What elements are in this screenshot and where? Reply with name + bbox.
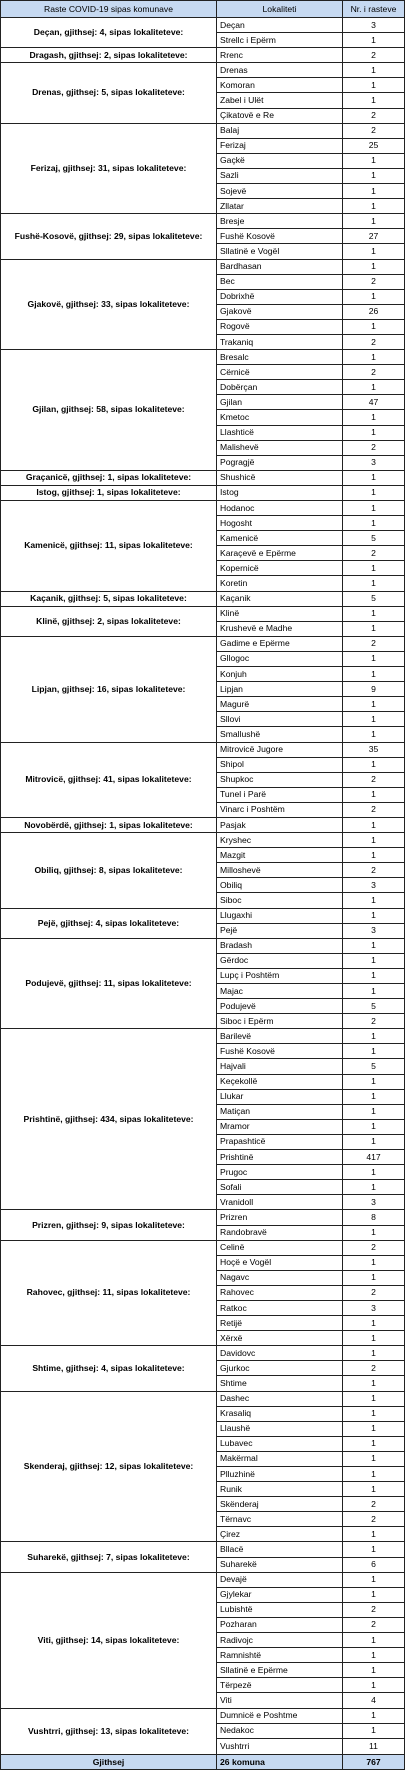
table-row: [1, 259, 405, 274]
cases-cell: 2: [343, 440, 405, 455]
cases-cell: 35: [343, 742, 405, 757]
cases-cell: 1: [343, 1316, 405, 1331]
locality-cell: Bllacë: [217, 1542, 343, 1557]
locality-cell: Gjurkoc: [217, 1361, 343, 1376]
table-body: [1, 18, 405, 1755]
locality-cell: Balaj: [217, 123, 343, 138]
locality-cell: Tërnavc: [217, 1512, 343, 1527]
locality-cell: Hajvali: [217, 1059, 343, 1074]
cases-cell: 1: [343, 621, 405, 636]
municipality-cell: Istog, gjithsej: 1, sipas lokaliteteve:: [1, 485, 217, 500]
cases-cell: 2: [343, 334, 405, 349]
locality-cell: Prishtinë: [217, 1150, 343, 1165]
cases-cell: 1: [343, 1074, 405, 1089]
cases-cell: 5: [343, 531, 405, 546]
cases-cell: 1: [343, 1376, 405, 1391]
table-row: [1, 1391, 405, 1406]
locality-cell: Kmetoc: [217, 410, 343, 425]
cases-cell: 1: [343, 1467, 405, 1482]
cases-cell: 1: [343, 833, 405, 848]
cases-cell: 1: [343, 244, 405, 259]
locality-cell: Vinarc i Poshtëm: [217, 802, 343, 817]
table-row: [1, 817, 405, 832]
locality-cell: Bardhasan: [217, 259, 343, 274]
cases-cell: 1: [343, 93, 405, 108]
cases-cell: 1: [343, 968, 405, 983]
municipality-cell: Prizren, gjithsej: 9, sipas lokaliteteve:: [1, 1210, 217, 1240]
locality-cell: Bresje: [217, 214, 343, 229]
locality-cell: Krasaliq: [217, 1406, 343, 1421]
cases-cell: 5: [343, 999, 405, 1014]
cases-cell: 1: [343, 214, 405, 229]
cases-cell: 1: [343, 350, 405, 365]
cases-cell: 417: [343, 1150, 405, 1165]
cases-cell: 1: [343, 1572, 405, 1587]
table-row: [1, 1708, 405, 1723]
locality-cell: Zabel i Ulët: [217, 93, 343, 108]
cases-cell: 1: [343, 1527, 405, 1542]
locality-cell: Bec: [217, 274, 343, 289]
table-row: [1, 1029, 405, 1044]
locality-cell: Milloshevë: [217, 863, 343, 878]
locality-cell: Gjilan: [217, 395, 343, 410]
locality-cell: Komoran: [217, 78, 343, 93]
cases-cell: 1: [343, 1663, 405, 1678]
locality-cell: Kopernicë: [217, 561, 343, 576]
cases-cell: 1: [343, 893, 405, 908]
municipality-cell: Obiliq, gjithsej: 8, sipas lokaliteteve:: [1, 833, 217, 908]
table-row: [1, 591, 405, 606]
locality-cell: Koretin: [217, 576, 343, 591]
locality-cell: Drenas: [217, 63, 343, 78]
locality-cell: Fushë Kosovë: [217, 229, 343, 244]
locality-cell: Dobrixhë: [217, 289, 343, 304]
cases-cell: 2: [343, 1014, 405, 1029]
locality-cell: Keçekollë: [217, 1074, 343, 1089]
cases-cell: 1: [343, 1708, 405, 1723]
cases-cell: 1: [343, 410, 405, 425]
cases-cell: 3: [343, 923, 405, 938]
cases-cell: 1: [343, 485, 405, 500]
cases-cell: 1: [343, 576, 405, 591]
locality-cell: Lipjan: [217, 682, 343, 697]
locality-cell: Plluzhinë: [217, 1467, 343, 1482]
municipality-cell: Pejë, gjithsej: 4, sipas lokaliteteve:: [1, 908, 217, 938]
table-row: [1, 938, 405, 953]
locality-cell: Dobërçan: [217, 380, 343, 395]
cases-cell: 1: [343, 817, 405, 832]
municipality-cell: Kamenicë, gjithsej: 11, sipas lokaliteteve:: [1, 501, 217, 592]
cases-cell: 1: [343, 1346, 405, 1361]
locality-cell: Shupkoc: [217, 772, 343, 787]
cases-cell: 1: [343, 606, 405, 621]
municipality-cell: Suharekë, gjithsej: 7, sipas lokaliteteve:: [1, 1542, 217, 1572]
cases-cell: 2: [343, 1602, 405, 1617]
locality-cell: Karaçevë e Epërme: [217, 546, 343, 561]
cases-cell: 2: [343, 1497, 405, 1512]
locality-cell: Tërpezë: [217, 1678, 343, 1693]
locality-cell: Devajë: [217, 1572, 343, 1587]
cases-cell: 9: [343, 682, 405, 697]
locality-cell: Kaçanik: [217, 591, 343, 606]
total-label: Gjithsej: [1, 1755, 217, 1770]
locality-cell: Shtime: [217, 1376, 343, 1391]
locality-cell: Mazgit: [217, 848, 343, 863]
locality-cell: Cërnicë: [217, 365, 343, 380]
header-municipality: Raste COVID-19 sipas komunave: [1, 1, 217, 18]
table-row: [1, 908, 405, 923]
cases-cell: 1: [343, 516, 405, 531]
locality-cell: Mramor: [217, 1119, 343, 1134]
cases-cell: 2: [343, 863, 405, 878]
municipality-cell: Novobërdë, gjithsej: 1, sipas lokaliteteve:: [1, 817, 217, 832]
table-row: [1, 833, 405, 848]
table-row: [1, 742, 405, 757]
locality-cell: Lupç i Poshtëm: [217, 968, 343, 983]
locality-cell: Majac: [217, 984, 343, 999]
cases-cell: 1: [343, 1119, 405, 1134]
cases-cell: 1: [343, 1587, 405, 1602]
cases-cell: 2: [343, 48, 405, 63]
locality-cell: Pasjak: [217, 817, 343, 832]
table-row: [1, 485, 405, 500]
locality-cell: Zllatar: [217, 199, 343, 214]
cases-cell: 1: [343, 908, 405, 923]
locality-cell: Obiliq: [217, 878, 343, 893]
locality-cell: Vranidoll: [217, 1195, 343, 1210]
cases-cell: 8: [343, 1210, 405, 1225]
locality-cell: Barilevë: [217, 1029, 343, 1044]
municipality-cell: Drenas, gjithsej: 5, sipas lokaliteteve:: [1, 63, 217, 123]
locality-cell: Rrenc: [217, 48, 343, 63]
municipality-cell: Rahovec, gjithsej: 11, sipas lokaliteteve:: [1, 1240, 217, 1346]
locality-cell: Fushë Kosovë: [217, 1044, 343, 1059]
municipality-cell: Vushtrri, gjithsej: 13, sipas lokaliteteve:: [1, 1708, 217, 1755]
cases-cell: 1: [343, 425, 405, 440]
locality-cell: Sofali: [217, 1180, 343, 1195]
cases-cell: 1: [343, 561, 405, 576]
table-row: [1, 1240, 405, 1255]
cases-cell: 1: [343, 1723, 405, 1738]
cases-cell: 1: [343, 667, 405, 682]
municipality-cell: Mitrovicë, gjithsej: 41, sipas lokaliteteve:: [1, 742, 217, 817]
table-row: [1, 63, 405, 78]
cases-cell: 1: [343, 1633, 405, 1648]
locality-cell: Pozharan: [217, 1617, 343, 1632]
cases-cell: 2: [343, 365, 405, 380]
cases-cell: 2: [343, 636, 405, 651]
cases-cell: 26: [343, 304, 405, 319]
cases-cell: 1: [343, 848, 405, 863]
cases-cell: 1: [343, 1482, 405, 1497]
cases-cell: 1: [343, 289, 405, 304]
locality-cell: Vushtrri: [217, 1738, 343, 1754]
municipality-cell: Gjakovë, gjithsej: 33, sipas lokaliteteve:: [1, 259, 217, 350]
cases-cell: 1: [343, 1331, 405, 1346]
cases-cell: 1: [343, 1421, 405, 1436]
header-locality: Lokaliteti: [217, 1, 343, 18]
locality-cell: Hodanoc: [217, 501, 343, 516]
cases-cell: 1: [343, 184, 405, 199]
municipality-cell: Prishtinë, gjithsej: 434, sipas lokaliteteve:: [1, 1029, 217, 1210]
locality-cell: Deçan: [217, 18, 343, 33]
cases-cell: 1: [343, 1089, 405, 1104]
locality-cell: Sllovi: [217, 712, 343, 727]
locality-cell: Ferizaj: [217, 138, 343, 153]
cases-cell: 1: [343, 501, 405, 516]
cases-cell: 1: [343, 712, 405, 727]
locality-cell: Prapashticë: [217, 1134, 343, 1149]
locality-cell: Sllatinë e Epërme: [217, 1663, 343, 1678]
table-row: [1, 470, 405, 485]
locality-cell: Pejë: [217, 923, 343, 938]
locality-cell: Dashec: [217, 1391, 343, 1406]
total-row: [1, 1755, 405, 1770]
table-row: [1, 123, 405, 138]
locality-cell: Gjylekar: [217, 1587, 343, 1602]
cases-cell: 1: [343, 168, 405, 183]
cases-cell: 3: [343, 455, 405, 470]
cases-cell: 2: [343, 1512, 405, 1527]
locality-cell: Davidovc: [217, 1346, 343, 1361]
locality-cell: Randobravë: [217, 1225, 343, 1240]
locality-cell: Shushicë: [217, 470, 343, 485]
cases-cell: 1: [343, 199, 405, 214]
cases-cell: 1: [343, 78, 405, 93]
cases-cell: 4: [343, 1693, 405, 1708]
municipality-cell: Kaçanik, gjithsej: 5, sipas lokaliteteve:: [1, 591, 217, 606]
locality-cell: Llugaxhi: [217, 908, 343, 923]
table-row: [1, 1210, 405, 1225]
municipality-cell: Ferizaj, gjithsej: 31, sipas lokaliteteve:: [1, 123, 217, 214]
locality-cell: Shipol: [217, 757, 343, 772]
locality-cell: Hoçë e Vogël: [217, 1255, 343, 1270]
locality-cell: Celinë: [217, 1240, 343, 1255]
cases-cell: 1: [343, 1225, 405, 1240]
locality-cell: Prugoc: [217, 1165, 343, 1180]
locality-cell: Xërxë: [217, 1331, 343, 1346]
cases-cell: 3: [343, 1300, 405, 1315]
locality-cell: Konjuh: [217, 667, 343, 682]
cases-cell: 2: [343, 274, 405, 289]
locality-cell: Llukar: [217, 1089, 343, 1104]
locality-cell: Malishevë: [217, 440, 343, 455]
municipality-cell: Klinë, gjithsej: 2, sipas lokaliteteve:: [1, 606, 217, 636]
locality-cell: Lubishtë: [217, 1602, 343, 1617]
locality-cell: Viti: [217, 1693, 343, 1708]
locality-cell: Çikatovë e Re: [217, 108, 343, 123]
locality-cell: Çirez: [217, 1527, 343, 1542]
cases-cell: 1: [343, 1542, 405, 1557]
cases-cell: 3: [343, 878, 405, 893]
table-row: [1, 606, 405, 621]
cases-cell: 1: [343, 1255, 405, 1270]
cases-cell: 1: [343, 984, 405, 999]
locality-cell: Prizren: [217, 1210, 343, 1225]
cases-cell: 1: [343, 1436, 405, 1451]
cases-cell: 1: [343, 757, 405, 772]
municipality-cell: Viti, gjithsej: 14, sipas lokaliteteve:: [1, 1572, 217, 1708]
cases-cell: 2: [343, 546, 405, 561]
locality-cell: Siboc i Epërm: [217, 1014, 343, 1029]
locality-cell: Lubavec: [217, 1436, 343, 1451]
cases-cell: 2: [343, 1617, 405, 1632]
municipality-cell: Deçan, gjithsej: 4, sipas lokaliteteve:: [1, 18, 217, 48]
locality-cell: Nagavc: [217, 1270, 343, 1285]
locality-cell: Sllatinë e Vogël: [217, 244, 343, 259]
table-row: [1, 48, 405, 63]
municipality-cell: Dragash, gjithsej: 2, sipas lokaliteteve:: [1, 48, 217, 63]
cases-cell: 1: [343, 1044, 405, 1059]
cases-cell: 2: [343, 802, 405, 817]
cases-cell: 1: [343, 953, 405, 968]
locality-cell: Rogovë: [217, 319, 343, 334]
cases-cell: 1: [343, 651, 405, 666]
municipality-cell: Lipjan, gjithsej: 16, sipas lokaliteteve:: [1, 636, 217, 742]
locality-cell: Magurë: [217, 697, 343, 712]
cases-cell: 1: [343, 63, 405, 78]
locality-cell: Gjakovë: [217, 304, 343, 319]
locality-cell: Podujevë: [217, 999, 343, 1014]
cases-cell: 11: [343, 1738, 405, 1754]
locality-cell: Bradash: [217, 938, 343, 953]
table-row: [1, 501, 405, 516]
cases-cell: 1: [343, 1029, 405, 1044]
table-row: [1, 214, 405, 229]
cases-cell: 1: [343, 1406, 405, 1421]
locality-cell: Llashticë: [217, 425, 343, 440]
cases-cell: 2: [343, 772, 405, 787]
locality-cell: Runik: [217, 1482, 343, 1497]
cases-cell: 25: [343, 138, 405, 153]
municipality-cell: Skenderaj, gjithsej: 12, sipas lokaliteteve:: [1, 1391, 217, 1542]
locality-cell: Radivojc: [217, 1633, 343, 1648]
locality-cell: Matiçan: [217, 1104, 343, 1119]
cases-cell: 1: [343, 380, 405, 395]
locality-cell: Ramnishtë: [217, 1648, 343, 1663]
locality-cell: Sazli: [217, 168, 343, 183]
locality-cell: Gërdoc: [217, 953, 343, 968]
header-row: [1, 1, 405, 18]
locality-cell: Llaushë: [217, 1421, 343, 1436]
cases-cell: 47: [343, 395, 405, 410]
locality-cell: Krushevë e Madhe: [217, 621, 343, 636]
table-row: [1, 18, 405, 33]
cases-cell: 1: [343, 1180, 405, 1195]
cases-cell: 1: [343, 1134, 405, 1149]
cases-cell: 1: [343, 1391, 405, 1406]
cases-cell: 2: [343, 123, 405, 138]
table-row: [1, 636, 405, 651]
table-row: [1, 1542, 405, 1557]
locality-cell: Kamenicë: [217, 531, 343, 546]
cases-cell: 1: [343, 259, 405, 274]
locality-cell: Dumnicë e Poshtme: [217, 1708, 343, 1723]
locality-cell: Trakaniq: [217, 334, 343, 349]
table-row: [1, 350, 405, 365]
cases-cell: 1: [343, 1165, 405, 1180]
cases-cell: 27: [343, 229, 405, 244]
header-cases: Nr. i rasteve: [343, 1, 405, 18]
total-cases: 767: [343, 1755, 405, 1770]
locality-cell: Rahovec: [217, 1285, 343, 1300]
municipality-cell: Fushë-Kosovë, gjithsej: 29, sipas lokaliteteve:: [1, 214, 217, 259]
locality-cell: Klinë: [217, 606, 343, 621]
cases-cell: 2: [343, 1285, 405, 1300]
locality-cell: Nedakoc: [217, 1723, 343, 1738]
cases-cell: 5: [343, 591, 405, 606]
locality-cell: Gadime e Epërme: [217, 636, 343, 651]
locality-cell: Hogosht: [217, 516, 343, 531]
municipality-cell: Graçanicë, gjithsej: 1, sipas lokaliteteve:: [1, 470, 217, 485]
cases-cell: 2: [343, 1361, 405, 1376]
cases-cell: 3: [343, 1195, 405, 1210]
table-row: [1, 1346, 405, 1361]
cases-cell: 1: [343, 1648, 405, 1663]
cases-cell: 5: [343, 1059, 405, 1074]
cases-cell: 1: [343, 1451, 405, 1466]
municipality-cell: Podujevë, gjithsej: 11, sipas lokaliteteve:: [1, 938, 217, 1029]
cases-cell: 1: [343, 1270, 405, 1285]
locality-cell: Siboc: [217, 893, 343, 908]
locality-cell: Retijë: [217, 1316, 343, 1331]
table-row: [1, 1572, 405, 1587]
cases-cell: 1: [343, 727, 405, 742]
cases-cell: 1: [343, 787, 405, 802]
locality-cell: Strellc i Epërm: [217, 33, 343, 48]
locality-cell: Smallushë: [217, 727, 343, 742]
locality-cell: Bresalc: [217, 350, 343, 365]
locality-cell: Gaçkë: [217, 153, 343, 168]
cases-cell: 1: [343, 33, 405, 48]
cases-cell: 1: [343, 697, 405, 712]
locality-cell: Kryshec: [217, 833, 343, 848]
locality-cell: Istog: [217, 485, 343, 500]
cases-cell: 1: [343, 319, 405, 334]
locality-cell: Pogragjë: [217, 455, 343, 470]
locality-cell: Ratkoc: [217, 1300, 343, 1315]
locality-cell: Makërmal: [217, 1451, 343, 1466]
locality-cell: Gllogoc: [217, 651, 343, 666]
cases-cell: 1: [343, 1104, 405, 1119]
locality-cell: Sojevë: [217, 184, 343, 199]
municipality-cell: Shtime, gjithsej: 4, sipas lokaliteteve:: [1, 1346, 217, 1391]
cases-cell: 2: [343, 108, 405, 123]
cases-cell: 1: [343, 470, 405, 485]
cases-cell: 1: [343, 1678, 405, 1693]
cases-cell: 1: [343, 153, 405, 168]
cases-cell: 6: [343, 1557, 405, 1572]
cases-cell: 3: [343, 18, 405, 33]
locality-cell: Suharekë: [217, 1557, 343, 1572]
locality-cell: Mitrovicë Jugore: [217, 742, 343, 757]
locality-cell: Skënderaj: [217, 1497, 343, 1512]
municipality-cell: Gjilan, gjithsej: 58, sipas lokaliteteve:: [1, 350, 217, 471]
cases-cell: 1: [343, 938, 405, 953]
cases-cell: 2: [343, 1240, 405, 1255]
total-localities: 26 komuna: [217, 1755, 343, 1770]
locality-cell: Tunel i Parë: [217, 787, 343, 802]
